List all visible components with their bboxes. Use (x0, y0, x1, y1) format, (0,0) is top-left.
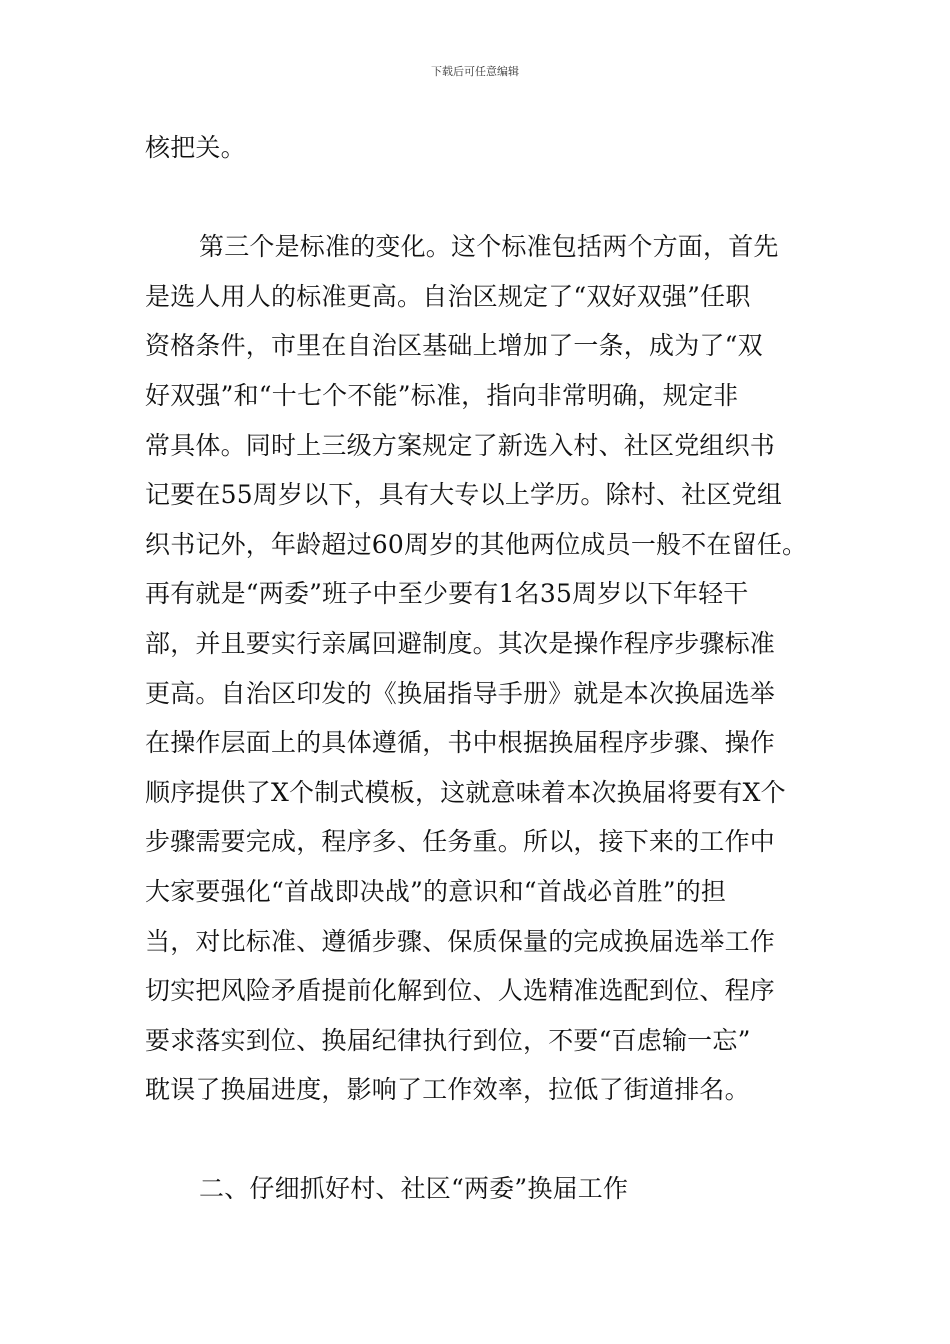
paragraph-line: 好双强”和“十七个不能”标准，指向非常明确，规定非 (145, 380, 739, 410)
paragraph-line: 资格条件，市里在自治区基础上增加了一条，成为了“双 (145, 331, 763, 361)
paragraph-line: 织书记外，年龄超过60周岁的其他两位成员一般不在留任。 (145, 529, 808, 559)
paragraph-line: 顺序提供了X个制式模板，这就意味着本次换届将要有X个 (145, 777, 786, 807)
paragraph-line: 要求落实到位、换届纪律执行到位，不要“百虑输一忘” (145, 1025, 751, 1055)
paragraph-line: 在操作层面上的具体遵循，书中根据换届程序步骤、操作 (145, 728, 776, 758)
paragraph-line: 更高。自治区印发的《换届指导手册》就是本次换届选举 (145, 678, 776, 708)
paragraph-line: 当，对比标准、遵循步骤、保质保量的完成换届选举工作 (145, 926, 776, 956)
paragraph-line: 切实把风险矛盾提前化解到位、人选精准选配到位、程序 (145, 976, 776, 1006)
paragraph-line: 再有就是“两委”班子中至少要有1名35周岁以下年轻干 (145, 579, 749, 609)
paragraph-gap (145, 1115, 807, 1165)
paragraph-gap (145, 173, 807, 223)
paragraph-line: 第三个是标准的变化。这个标准包括两个方面，首先 (199, 232, 779, 262)
paragraph-line: 核把关。 (145, 133, 246, 162)
paragraph-line: 部，并且要实行亲属回避制度。其次是操作程序步骤标准 (145, 628, 776, 658)
paragraph-line: 步骤需要完成，程序多、任务重。所以，接下来的工作中 (145, 827, 776, 857)
paragraph-line: 常具体。同时上三级方案规定了新选入村、社区党组织书 (145, 430, 776, 460)
paragraph-line: 耽误了换届进度，影响了工作效率，拉低了街道排名。 (145, 1075, 750, 1105)
document-body (145, 123, 807, 1214)
paragraph-line: 记要在55周岁以下，具有大专以上学历。除村、社区党组 (145, 480, 783, 510)
paragraph-line: 大家要强化“首战即决战”的意识和“首战必首胜”的担 (145, 876, 727, 906)
section-heading: 二、仔细抓好村、社区“两委”换届工作 (199, 1174, 629, 1204)
header-note: 下载后可任意编辑 (431, 65, 519, 78)
paragraph-line: 是选人用人的标准更高。自治区规定了“双好双强”任职 (145, 281, 751, 311)
